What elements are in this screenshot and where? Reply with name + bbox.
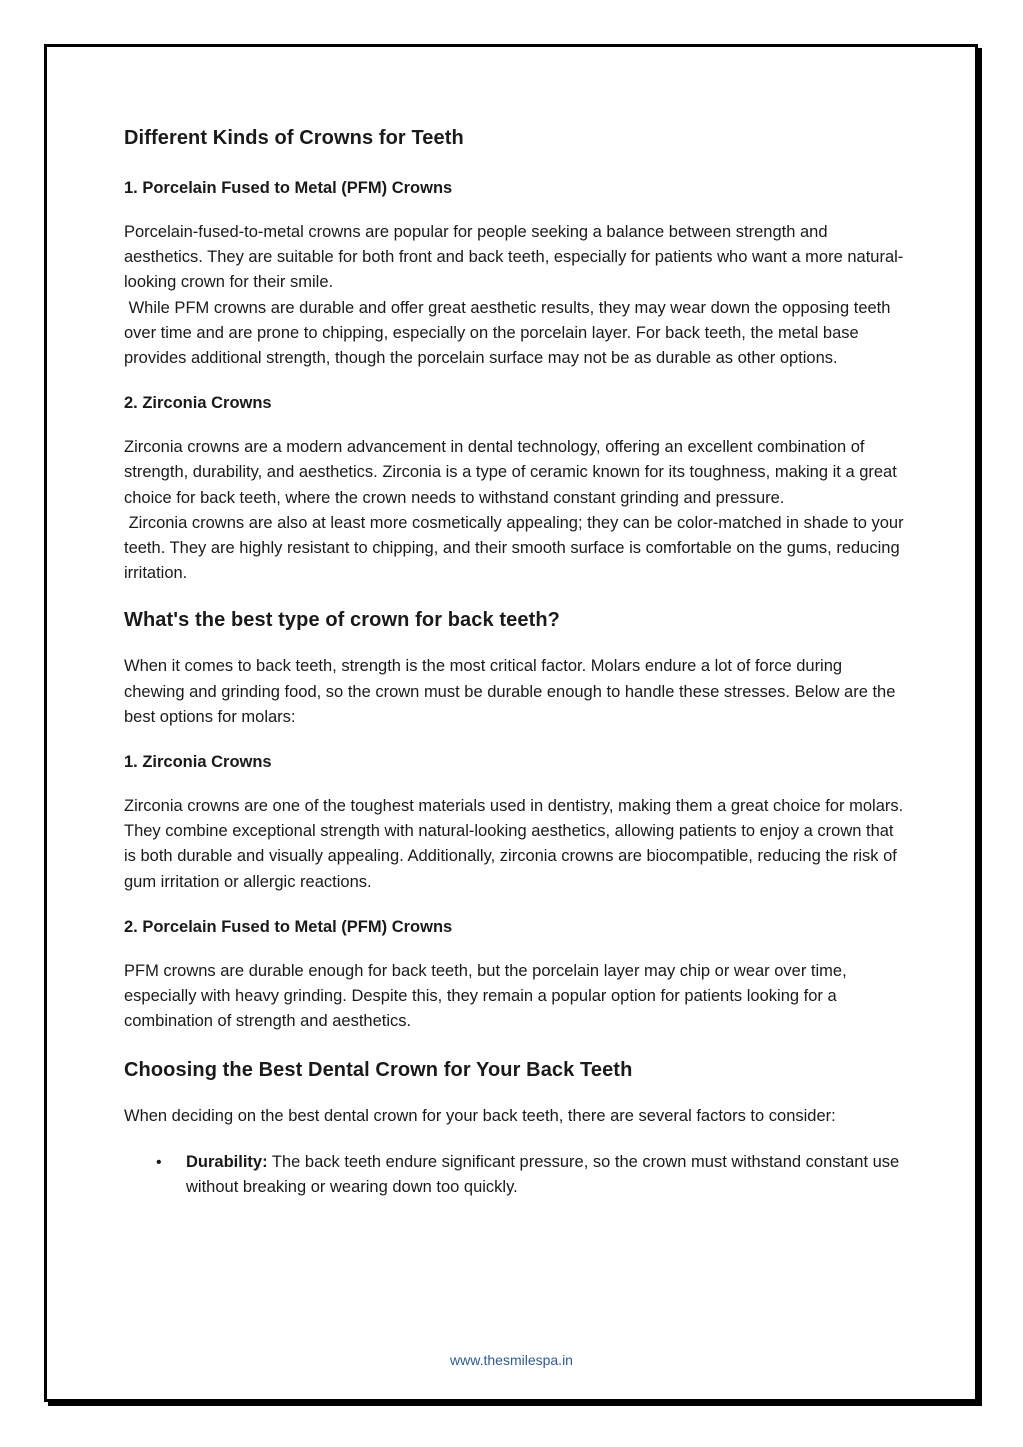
paragraph-zirconia-cosmetic: Zirconia crowns are also at least more cosmetically appealing; they can be color-matched in shade to your teeth. They are highly resistant to chipping, and their smooth surface is comfortable on the gums, reducing irritation. (124, 513, 909, 583)
footer-url-link[interactable]: www.thesmilespa.in (450, 1352, 573, 1368)
paragraph-choosing-intro: When deciding on the best dental crown for your back teeth, there are several factors to consider: (124, 1107, 836, 1126)
section-heading-zirconia: 2. Zirconia Crowns (124, 394, 272, 413)
bullet-term: Durability: (186, 1152, 268, 1171)
paragraph-option-zirconia: Zirconia crowns are one of the toughest materials used in dentistry, making them a great choice for molars. They combine exceptional strength with natural-looking aesthetics, allowing patients to enjoy a crown that is both durable and visually appealing. Additionally, zirconia crowns are biocompatible, reducing the risk of gum irritation or allergic reactions. (124, 797, 904, 891)
factors-list (124, 1150, 904, 1200)
section-heading-pfm: 1. Porcelain Fused to Metal (PFM) Crowns (124, 179, 453, 197)
choosing-heading: Choosing the Best Dental Crown for Your Back Teeth (124, 1059, 633, 1082)
paragraph-option-pfm: PFM crowns are durable enough for back teeth, but the porcelain layer may chip or wear over time, especially with heavy grinding. Despite this, they remain a popular option for patients looking for a combination of strength and aesthetics. (124, 961, 847, 1031)
list-item (124, 1150, 904, 1200)
paragraph-pfm-durability: While PFM crowns are durable and offer great aesthetic results, they may wear down the opposing teeth over time and are prone to chipping, especially on the porcelain layer. For back teeth, the metal base provides additional strength, though the porcelain surface may not be as durable as other options. (124, 298, 896, 368)
bullet-icon: • (156, 1153, 162, 1171)
paragraph-pfm-intro: Porcelain-fused-to-metal crowns are popular for people seeking a balance between strength and aesthetics. They are suitable for both front and back teeth, especially for patients who want a more natural-looking crown for their smile. (124, 223, 904, 292)
best-type-heading: What's the best type of crown for back teeth? (124, 609, 560, 632)
bullet-text: The back teeth endure significant pressure, so the crown must withstand constant use without breaking or wearing down too quickly. (186, 1152, 904, 1196)
option-heading-zirconia: 1. Zirconia Crowns (124, 753, 272, 772)
option-heading-pfm: 2. Porcelain Fused to Metal (PFM) Crowns (124, 917, 453, 936)
document-content (124, 124, 909, 1200)
paragraph-zirconia-intro: Zirconia crowns are a modern advancement in dental technology, offering an excellent combination of strength, durability, and aesthetics. Zirconia is a type of ceramic known for its toughness, making it a great choice for back teeth, where the crown needs to withstand constant grinding and pressure. (124, 438, 897, 507)
document-title: Different Kinds of Crowns for Teeth (124, 127, 464, 149)
paragraph-best-type-intro: When it comes to back teeth, strength is the most critical factor. Molars endure a lot of force during chewing and grinding food, so the crown must be durable enough to handle these stresses. Below are the best options for molars: (124, 657, 896, 726)
